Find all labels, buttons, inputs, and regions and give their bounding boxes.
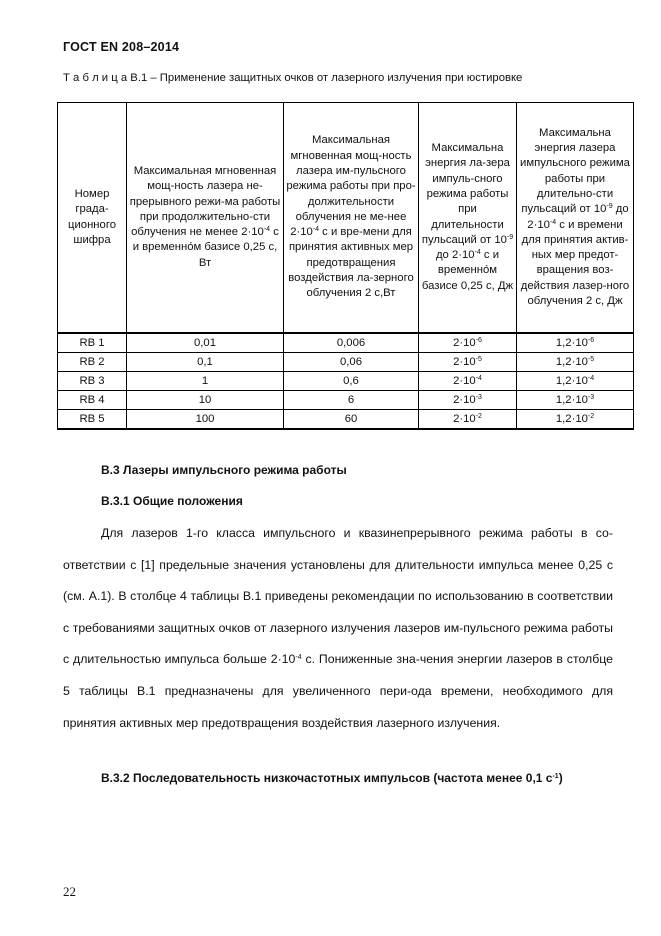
cell-pulse-energy-extended: $1,2\cdot 10^{-6}$ bbox=[517, 333, 634, 353]
cell-code: RB 1 bbox=[58, 333, 127, 353]
cell-pulse-energy-extended: $1,2\cdot 10^{-5}$ bbox=[517, 353, 634, 372]
table-row bbox=[58, 372, 634, 391]
table-caption: Т а б л и ц а В.1 – Применение защитных очков от лазерного излучения при юстировке bbox=[63, 72, 523, 84]
cell-pulse-power: 60 bbox=[284, 410, 419, 430]
cell-pulse-energy: $2\cdot 10^{-4}$ bbox=[419, 372, 517, 391]
cell-pulse-energy: $2\cdot 10^{-6}$ bbox=[419, 333, 517, 353]
section-b32-heading: В.3.2 Последовательность низкочастотных импульсов (частота менее 0,1 $с^{-1}$) bbox=[101, 771, 563, 785]
table-row bbox=[58, 353, 634, 372]
document-standard-header: ГОСТ EN 208–2014 bbox=[63, 40, 180, 54]
cell-cw-power: 0,01 bbox=[127, 333, 284, 353]
cell-pulse-power: 0,06 bbox=[284, 353, 419, 372]
header-col-pulse-power: Максимальная мгновенная мощ-ность лазера им-пульсного режима работы при про-должительности облучения не ме-нее $2\cdot 10^{-4}$ с и вре-мени для принятия активных мер предотвращения воздействия ла-зерного облучения 2 с,Вт bbox=[284, 103, 419, 334]
table-header-row bbox=[58, 103, 634, 334]
table-row bbox=[58, 333, 634, 353]
page-number: 22 bbox=[63, 884, 76, 899]
header-col-code: Номер града-ционного шифра bbox=[58, 103, 127, 334]
header-col-pulse-energy-extended: Максимальна энергия лазера импульсного режима работы при длительно-сти пульсаций от $10^{-9}$ до $2\cdot 10^{-4}$ с и времени для принятия актив-ных мер предот-вращения воз-действия лазер-ного облучения 2 с, Дж bbox=[517, 103, 634, 334]
cell-cw-power: 10 bbox=[127, 391, 284, 410]
cell-pulse-power: 6 bbox=[284, 391, 419, 410]
header-col-pulse-energy: Максимальна энергия ла-зера импуль-сного режима работы при длительности пульсаций от $10^{-9}$ до $2\cdot 10^{-4}$ с и временно́м базисе 0,25 с, Дж bbox=[419, 103, 517, 334]
header-col-cw-power: Максимальная мгновенная мощ-ность лазера не-прерывного режи-ма работы при продолжительно-сти облучения не менее $2\cdot 10^{-4}$ с и временно́м базисе 0,25 с, Вт bbox=[127, 103, 284, 334]
section-b31-heading: В.3.1 Общие положения bbox=[101, 494, 243, 508]
laser-goggles-table bbox=[57, 102, 634, 430]
cell-cw-power: 100 bbox=[127, 410, 284, 430]
cell-pulse-energy: $2\cdot 10^{-5}$ bbox=[419, 353, 517, 372]
table-row bbox=[58, 410, 634, 430]
cell-cw-power: 0,1 bbox=[127, 353, 284, 372]
cell-pulse-energy-extended: $1,2\cdot 10^{-4}$ bbox=[517, 372, 634, 391]
cell-pulse-energy-extended: $1,2\cdot 10^{-2}$ bbox=[517, 410, 634, 430]
cell-code: RB 4 bbox=[58, 391, 127, 410]
section-b3-heading: В.3 Лазеры импульсного режима работы bbox=[101, 463, 347, 477]
cell-pulse-power: 0,006 bbox=[284, 333, 419, 353]
cell-code: RB 2 bbox=[58, 353, 127, 372]
cell-code: RB 5 bbox=[58, 410, 127, 430]
cell-cw-power: 1 bbox=[127, 372, 284, 391]
cell-pulse-power: 0,6 bbox=[284, 372, 419, 391]
cell-pulse-energy: $2\cdot 10^{-3}$ bbox=[419, 391, 517, 410]
cell-code: RB 3 bbox=[58, 372, 127, 391]
table-row bbox=[58, 391, 634, 410]
section-b31-paragraph: Для лазеров 1-го класса импульсного и квазинепрерывного режима работы в со-ответствии с [1] предельные значения установлены для длительности импульса менее 0,25 с (см. А.1). В столбце 4 таблицы В.1 приведены рекомендации по использованию в соответствии с требованиями защитных очков от лазерного излучения лазеров им-пульсного режима работы с длительностью импульса больше $2\cdot 10^{-4}$ с. Пониженные зна-чения энергии лазеров в столбце 5 таблицы В.1 предназначены для увеличенного пери-ода времени, необходимого для принятия активных мер предотвращения воздействия лазерного излучения. bbox=[63, 526, 613, 730]
cell-pulse-energy: $2\cdot 10^{-2}$ bbox=[419, 410, 517, 430]
cell-pulse-energy-extended: $1,2\cdot 10^{-3}$ bbox=[517, 391, 634, 410]
